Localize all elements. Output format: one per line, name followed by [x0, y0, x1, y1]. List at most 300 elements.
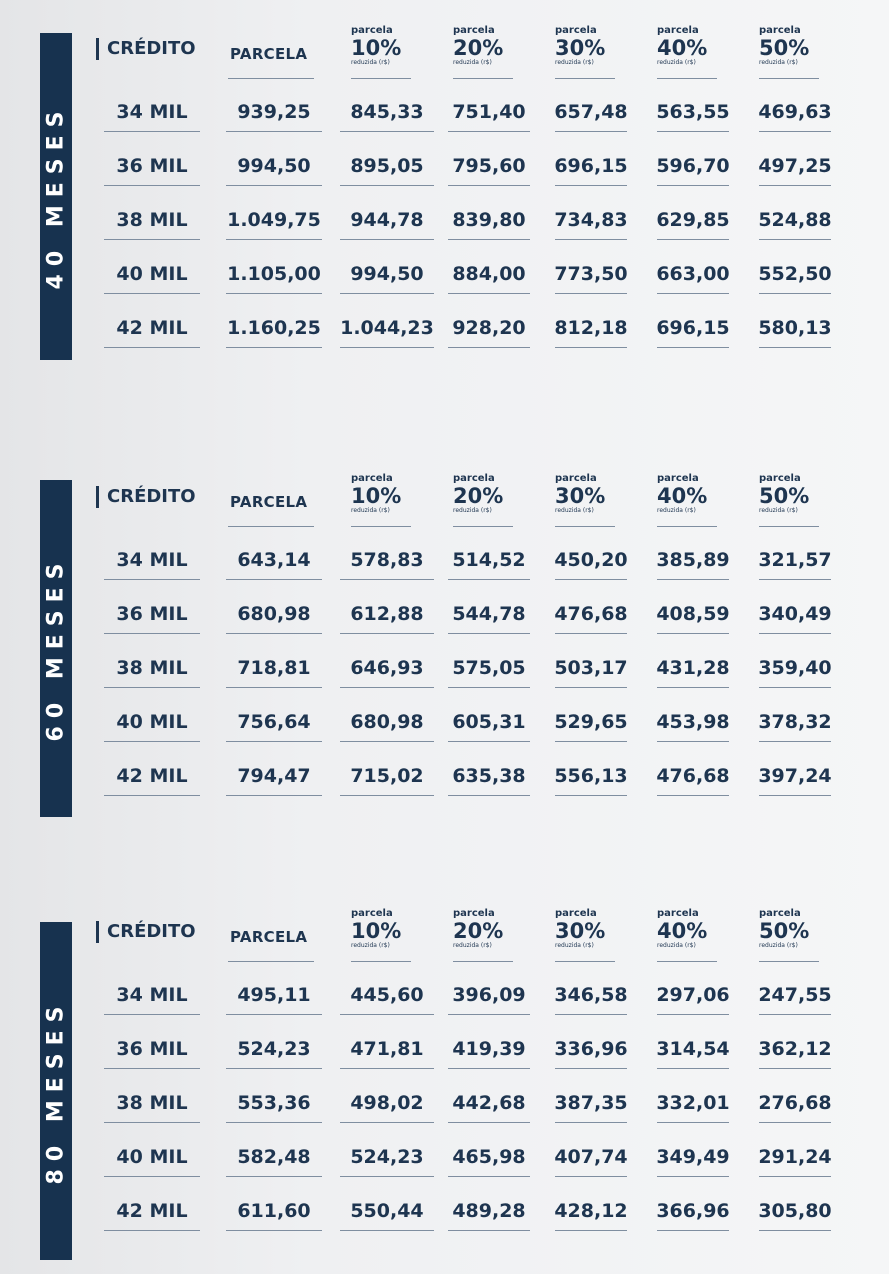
- credit-cell: 36 MIL: [116, 1038, 188, 1060]
- row-underline: [226, 1176, 322, 1177]
- parcela-cell: 553,36: [237, 1092, 311, 1114]
- reduced-parcela-cell: 336,96: [554, 1038, 628, 1060]
- reduced-parcela-cell: 845,33: [350, 101, 424, 123]
- reduced-parcela-cell: 578,83: [350, 549, 424, 571]
- row-underline: [340, 1230, 434, 1231]
- row-underline: [104, 239, 200, 240]
- header-percent: 10%: [351, 484, 402, 508]
- row-underline: [340, 239, 434, 240]
- credit-cell: 34 MIL: [116, 101, 188, 123]
- reduced-parcela-cell: 489,28: [452, 1200, 526, 1222]
- header-reduzida: reduzida (r$): [453, 507, 492, 514]
- header-parcela: PARCELA: [230, 45, 308, 63]
- row-underline: [340, 633, 434, 634]
- row-underline: [340, 579, 434, 580]
- row-underline: [555, 131, 627, 132]
- row-underline: [226, 741, 322, 742]
- row-underline: [340, 293, 434, 294]
- header-parcela-small: parcela: [759, 473, 801, 484]
- row-underline: [104, 1230, 200, 1231]
- reduced-parcela-cell: 696,15: [554, 155, 628, 177]
- row-underline: [448, 347, 530, 348]
- row-underline: [759, 347, 831, 348]
- reduced-parcela-cell: 563,55: [656, 101, 730, 123]
- reduced-parcela-cell: 646,93: [350, 657, 424, 679]
- reduced-parcela-cell: 751,40: [452, 101, 526, 123]
- header-percent: 40%: [657, 484, 708, 508]
- header-percent: 50%: [759, 919, 810, 943]
- reduced-parcela-cell: 680,98: [350, 711, 424, 733]
- header-underline: [657, 526, 717, 527]
- row-underline: [340, 687, 434, 688]
- row-underline: [104, 1014, 200, 1015]
- reduced-parcela-cell: 715,02: [350, 765, 424, 787]
- reduced-parcela-cell: 442,68: [452, 1092, 526, 1114]
- header-reduzida: reduzida (r$): [453, 59, 492, 66]
- credit-cell: 38 MIL: [116, 209, 188, 231]
- row-underline: [340, 795, 434, 796]
- row-underline: [226, 347, 322, 348]
- row-underline: [657, 687, 729, 688]
- row-underline: [104, 347, 200, 348]
- row-underline: [759, 185, 831, 186]
- row-underline: [759, 131, 831, 132]
- header-parcela-small: parcela: [657, 25, 699, 36]
- header-reduzida: reduzida (r$): [555, 59, 594, 66]
- header-percent: 20%: [453, 36, 504, 60]
- header-reduced-30pct: [555, 25, 605, 67]
- row-underline: [448, 1176, 530, 1177]
- header-underline: [555, 961, 615, 962]
- reduced-parcela-cell: 812,18: [554, 317, 628, 339]
- header-underline: [453, 526, 513, 527]
- reduced-parcela-cell: 635,38: [452, 765, 526, 787]
- row-underline: [226, 579, 322, 580]
- term-label: 60 MESES: [43, 555, 69, 742]
- header-reduced-20pct: [453, 25, 503, 67]
- parcela-cell: 994,50: [237, 155, 311, 177]
- row-underline: [340, 347, 434, 348]
- row-underline: [448, 795, 530, 796]
- parcela-cell: 1.160,25: [227, 317, 321, 339]
- row-underline: [226, 633, 322, 634]
- header-credito: CRÉDITO: [96, 921, 196, 943]
- header-parcela-small: parcela: [351, 908, 393, 919]
- row-underline: [759, 687, 831, 688]
- row-underline: [448, 1230, 530, 1231]
- reduced-parcela-cell: 378,32: [758, 711, 832, 733]
- reduced-parcela-cell: 524,88: [758, 209, 832, 231]
- row-underline: [448, 185, 530, 186]
- row-underline: [759, 239, 831, 240]
- header-percent: 30%: [555, 484, 606, 508]
- header-reduzida: reduzida (r$): [351, 942, 390, 949]
- reduced-parcela-cell: 552,50: [758, 263, 832, 285]
- parcela-cell: 794,47: [237, 765, 311, 787]
- header-parcela-small: parcela: [759, 908, 801, 919]
- header-reduzida: reduzida (r$): [657, 507, 696, 514]
- row-underline: [555, 1014, 627, 1015]
- row-underline: [657, 1068, 729, 1069]
- header-credito: CRÉDITO: [96, 486, 196, 508]
- term-label: 80 MESES: [43, 998, 69, 1184]
- row-underline: [555, 795, 627, 796]
- header-parcela-small: parcela: [453, 25, 495, 36]
- reduced-parcela-cell: 612,88: [350, 603, 424, 625]
- row-underline: [226, 1122, 322, 1123]
- reduced-parcela-cell: 1.044,23: [340, 317, 434, 339]
- row-underline: [657, 185, 729, 186]
- header-reduced-50pct: [759, 25, 809, 67]
- header-reduced-50pct: [759, 473, 809, 515]
- row-underline: [555, 1230, 627, 1231]
- row-underline: [657, 741, 729, 742]
- reduced-parcela-cell: 469,63: [758, 101, 832, 123]
- row-underline: [340, 1122, 434, 1123]
- row-underline: [448, 1068, 530, 1069]
- row-underline: [759, 795, 831, 796]
- reduced-parcela-cell: 795,60: [452, 155, 526, 177]
- row-underline: [759, 1122, 831, 1123]
- header-underline: [759, 78, 819, 79]
- row-underline: [759, 633, 831, 634]
- header-reduzida: reduzida (r$): [555, 507, 594, 514]
- row-underline: [340, 1176, 434, 1177]
- row-underline: [104, 293, 200, 294]
- credit-cell: 38 MIL: [116, 1092, 188, 1114]
- header-reduced-30pct: [555, 908, 605, 950]
- header-percent: 20%: [453, 484, 504, 508]
- header-parcela-small: parcela: [453, 473, 495, 484]
- reduced-parcela-cell: 445,60: [350, 984, 424, 1006]
- row-underline: [657, 579, 729, 580]
- row-underline: [759, 1014, 831, 1015]
- header-underline: [228, 526, 314, 527]
- row-underline: [104, 795, 200, 796]
- term-label-bar: [40, 480, 72, 817]
- header-parcela: PARCELA: [230, 493, 308, 511]
- row-underline: [448, 1014, 530, 1015]
- reduced-parcela-cell: 465,98: [452, 1146, 526, 1168]
- header-underline: [453, 961, 513, 962]
- row-underline: [555, 633, 627, 634]
- reduced-parcela-cell: 524,23: [350, 1146, 424, 1168]
- reduced-parcela-cell: 550,44: [350, 1200, 424, 1222]
- parcela-cell: 939,25: [237, 101, 311, 123]
- reduced-parcela-cell: 349,49: [656, 1146, 730, 1168]
- term-label-bar: [40, 33, 72, 360]
- row-underline: [340, 185, 434, 186]
- row-underline: [657, 347, 729, 348]
- row-underline: [657, 795, 729, 796]
- row-underline: [555, 293, 627, 294]
- row-underline: [104, 579, 200, 580]
- header-underline: [657, 961, 717, 962]
- reduced-parcela-cell: 884,00: [452, 263, 526, 285]
- credit-cell: 42 MIL: [116, 317, 188, 339]
- header-underline: [453, 78, 513, 79]
- parcela-cell: 718,81: [237, 657, 311, 679]
- row-underline: [104, 633, 200, 634]
- row-underline: [448, 239, 530, 240]
- row-underline: [555, 1176, 627, 1177]
- header-reduzida: reduzida (r$): [657, 59, 696, 66]
- header-parcela-small: parcela: [453, 908, 495, 919]
- parcela-cell: 756,64: [237, 711, 311, 733]
- row-underline: [448, 579, 530, 580]
- row-underline: [104, 741, 200, 742]
- reduced-parcela-cell: 408,59: [656, 603, 730, 625]
- reduced-parcela-cell: 556,13: [554, 765, 628, 787]
- row-underline: [657, 1014, 729, 1015]
- row-underline: [657, 131, 729, 132]
- row-underline: [759, 1230, 831, 1231]
- reduced-parcela-cell: 596,70: [656, 155, 730, 177]
- reduced-parcela-cell: 297,06: [656, 984, 730, 1006]
- row-underline: [448, 1122, 530, 1123]
- row-underline: [657, 1176, 729, 1177]
- reduced-parcela-cell: 575,05: [452, 657, 526, 679]
- header-underline: [351, 526, 411, 527]
- reduced-parcela-cell: 498,02: [350, 1092, 424, 1114]
- row-underline: [104, 1176, 200, 1177]
- header-percent: 30%: [555, 919, 606, 943]
- row-underline: [448, 741, 530, 742]
- header-underline: [351, 961, 411, 962]
- header-reduzida: reduzida (r$): [759, 59, 798, 66]
- row-underline: [340, 741, 434, 742]
- row-underline: [448, 633, 530, 634]
- reduced-parcela-cell: 529,65: [554, 711, 628, 733]
- reduced-parcela-cell: 476,68: [656, 765, 730, 787]
- reduced-parcela-cell: 629,85: [656, 209, 730, 231]
- reduced-parcela-cell: 450,20: [554, 549, 628, 571]
- reduced-parcela-cell: 407,74: [554, 1146, 628, 1168]
- credit-cell: 34 MIL: [116, 549, 188, 571]
- header-percent: 10%: [351, 36, 402, 60]
- row-underline: [759, 741, 831, 742]
- reduced-parcela-cell: 471,81: [350, 1038, 424, 1060]
- header-parcela-small: parcela: [555, 908, 597, 919]
- reduced-parcela-cell: 734,83: [554, 209, 628, 231]
- reduced-parcela-cell: 359,40: [758, 657, 832, 679]
- header-reduzida: reduzida (r$): [351, 59, 390, 66]
- parcela-cell: 524,23: [237, 1038, 311, 1060]
- row-underline: [759, 579, 831, 580]
- header-underline: [657, 78, 717, 79]
- reduced-parcela-cell: 895,05: [350, 155, 424, 177]
- row-underline: [226, 293, 322, 294]
- reduced-parcela-cell: 346,58: [554, 984, 628, 1006]
- reduced-parcela-cell: 332,01: [656, 1092, 730, 1114]
- header-percent: 50%: [759, 484, 810, 508]
- credit-cell: 40 MIL: [116, 711, 188, 733]
- header-underline: [759, 526, 819, 527]
- header-underline: [555, 78, 615, 79]
- header-reduced-10pct: [351, 25, 401, 67]
- row-underline: [226, 1068, 322, 1069]
- credit-cell: 42 MIL: [116, 1200, 188, 1222]
- parcela-cell: 643,14: [237, 549, 311, 571]
- reduced-parcela-cell: 431,28: [656, 657, 730, 679]
- header-parcela-small: parcela: [759, 25, 801, 36]
- header-percent: 50%: [759, 36, 810, 60]
- row-underline: [226, 131, 322, 132]
- header-reduced-40pct: [657, 908, 707, 950]
- reduced-parcela-cell: 663,00: [656, 263, 730, 285]
- reduced-parcela-cell: 453,98: [656, 711, 730, 733]
- row-underline: [759, 293, 831, 294]
- parcela-cell: 582,48: [237, 1146, 311, 1168]
- reduced-parcela-cell: 928,20: [452, 317, 526, 339]
- credit-cell: 36 MIL: [116, 603, 188, 625]
- header-percent: 30%: [555, 36, 606, 60]
- row-underline: [226, 1230, 322, 1231]
- row-underline: [555, 1122, 627, 1123]
- reduced-parcela-cell: 276,68: [758, 1092, 832, 1114]
- header-percent: 10%: [351, 919, 402, 943]
- header-reduced-50pct: [759, 908, 809, 950]
- header-underline: [228, 961, 314, 962]
- header-reduzida: reduzida (r$): [453, 942, 492, 949]
- term-label-bar: [40, 922, 72, 1260]
- header-parcela-small: parcela: [657, 473, 699, 484]
- header-reduced-30pct: [555, 473, 605, 515]
- reduced-parcela-cell: 696,15: [656, 317, 730, 339]
- header-reduzida: reduzida (r$): [555, 942, 594, 949]
- row-underline: [104, 131, 200, 132]
- row-underline: [340, 1068, 434, 1069]
- row-underline: [340, 131, 434, 132]
- header-reduced-10pct: [351, 473, 401, 515]
- reduced-parcela-cell: 503,17: [554, 657, 628, 679]
- reduced-parcela-cell: 385,89: [656, 549, 730, 571]
- header-reduced-40pct: [657, 473, 707, 515]
- row-underline: [657, 293, 729, 294]
- parcela-cell: 1.105,00: [227, 263, 321, 285]
- reduced-parcela-cell: 397,24: [758, 765, 832, 787]
- header-reduced-20pct: [453, 473, 503, 515]
- reduced-parcela-cell: 839,80: [452, 209, 526, 231]
- reduced-parcela-cell: 428,12: [554, 1200, 628, 1222]
- reduced-parcela-cell: 657,48: [554, 101, 628, 123]
- header-underline: [759, 961, 819, 962]
- header-parcela: PARCELA: [230, 928, 308, 946]
- row-underline: [555, 687, 627, 688]
- reduced-parcela-cell: 366,96: [656, 1200, 730, 1222]
- row-underline: [226, 239, 322, 240]
- reduced-parcela-cell: 514,52: [452, 549, 526, 571]
- header-underline: [555, 526, 615, 527]
- row-underline: [448, 131, 530, 132]
- header-credito: CRÉDITO: [96, 38, 196, 60]
- reduced-parcela-cell: 362,12: [758, 1038, 832, 1060]
- row-underline: [555, 185, 627, 186]
- header-underline: [351, 78, 411, 79]
- header-percent: 40%: [657, 919, 708, 943]
- header-parcela-small: parcela: [555, 25, 597, 36]
- row-underline: [226, 687, 322, 688]
- header-reduzida: reduzida (r$): [657, 942, 696, 949]
- reduced-parcela-cell: 314,54: [656, 1038, 730, 1060]
- row-underline: [657, 239, 729, 240]
- header-percent: 40%: [657, 36, 708, 60]
- row-underline: [226, 1014, 322, 1015]
- row-underline: [759, 1068, 831, 1069]
- header-reduzida: reduzida (r$): [759, 507, 798, 514]
- row-underline: [448, 293, 530, 294]
- row-underline: [226, 185, 322, 186]
- credit-cell: 40 MIL: [116, 263, 188, 285]
- parcela-cell: 495,11: [237, 984, 311, 1006]
- reduced-parcela-cell: 773,50: [554, 263, 628, 285]
- credit-cell: 40 MIL: [116, 1146, 188, 1168]
- credit-cell: 38 MIL: [116, 657, 188, 679]
- row-underline: [555, 741, 627, 742]
- header-parcela-small: parcela: [351, 473, 393, 484]
- reduced-parcela-cell: 387,35: [554, 1092, 628, 1114]
- reduced-parcela-cell: 544,78: [452, 603, 526, 625]
- reduced-parcela-cell: 994,50: [350, 263, 424, 285]
- row-underline: [657, 633, 729, 634]
- credit-cell: 42 MIL: [116, 765, 188, 787]
- row-underline: [555, 1068, 627, 1069]
- reduced-parcela-cell: 340,49: [758, 603, 832, 625]
- header-underline: [228, 78, 314, 79]
- reduced-parcela-cell: 291,24: [758, 1146, 832, 1168]
- reduced-parcela-cell: 247,55: [758, 984, 832, 1006]
- parcela-cell: 1.049,75: [227, 209, 321, 231]
- reduced-parcela-cell: 321,57: [758, 549, 832, 571]
- row-underline: [555, 347, 627, 348]
- parcela-cell: 680,98: [237, 603, 311, 625]
- row-underline: [657, 1122, 729, 1123]
- row-underline: [104, 185, 200, 186]
- parcela-cell: 611,60: [237, 1200, 311, 1222]
- row-underline: [104, 1122, 200, 1123]
- row-underline: [555, 239, 627, 240]
- term-label: 40 MESES: [43, 103, 69, 290]
- reduced-parcela-cell: 944,78: [350, 209, 424, 231]
- reduced-parcela-cell: 476,68: [554, 603, 628, 625]
- header-reduzida: reduzida (r$): [351, 507, 390, 514]
- reduced-parcela-cell: 497,25: [758, 155, 832, 177]
- row-underline: [759, 1176, 831, 1177]
- row-underline: [448, 687, 530, 688]
- reduced-parcela-cell: 605,31: [452, 711, 526, 733]
- header-percent: 20%: [453, 919, 504, 943]
- row-underline: [555, 579, 627, 580]
- row-underline: [657, 1230, 729, 1231]
- reduced-parcela-cell: 396,09: [452, 984, 526, 1006]
- credit-cell: 34 MIL: [116, 984, 188, 1006]
- header-parcela-small: parcela: [657, 908, 699, 919]
- credit-cell: 36 MIL: [116, 155, 188, 177]
- reduced-parcela-cell: 580,13: [758, 317, 832, 339]
- header-reduced-10pct: [351, 908, 401, 950]
- header-reduced-20pct: [453, 908, 503, 950]
- row-underline: [340, 1014, 434, 1015]
- header-reduzida: reduzida (r$): [759, 942, 798, 949]
- reduced-parcela-cell: 419,39: [452, 1038, 526, 1060]
- header-reduced-40pct: [657, 25, 707, 67]
- header-parcela-small: parcela: [351, 25, 393, 36]
- reduced-parcela-cell: 305,80: [758, 1200, 832, 1222]
- row-underline: [226, 795, 322, 796]
- header-parcela-small: parcela: [555, 473, 597, 484]
- row-underline: [104, 687, 200, 688]
- row-underline: [104, 1068, 200, 1069]
